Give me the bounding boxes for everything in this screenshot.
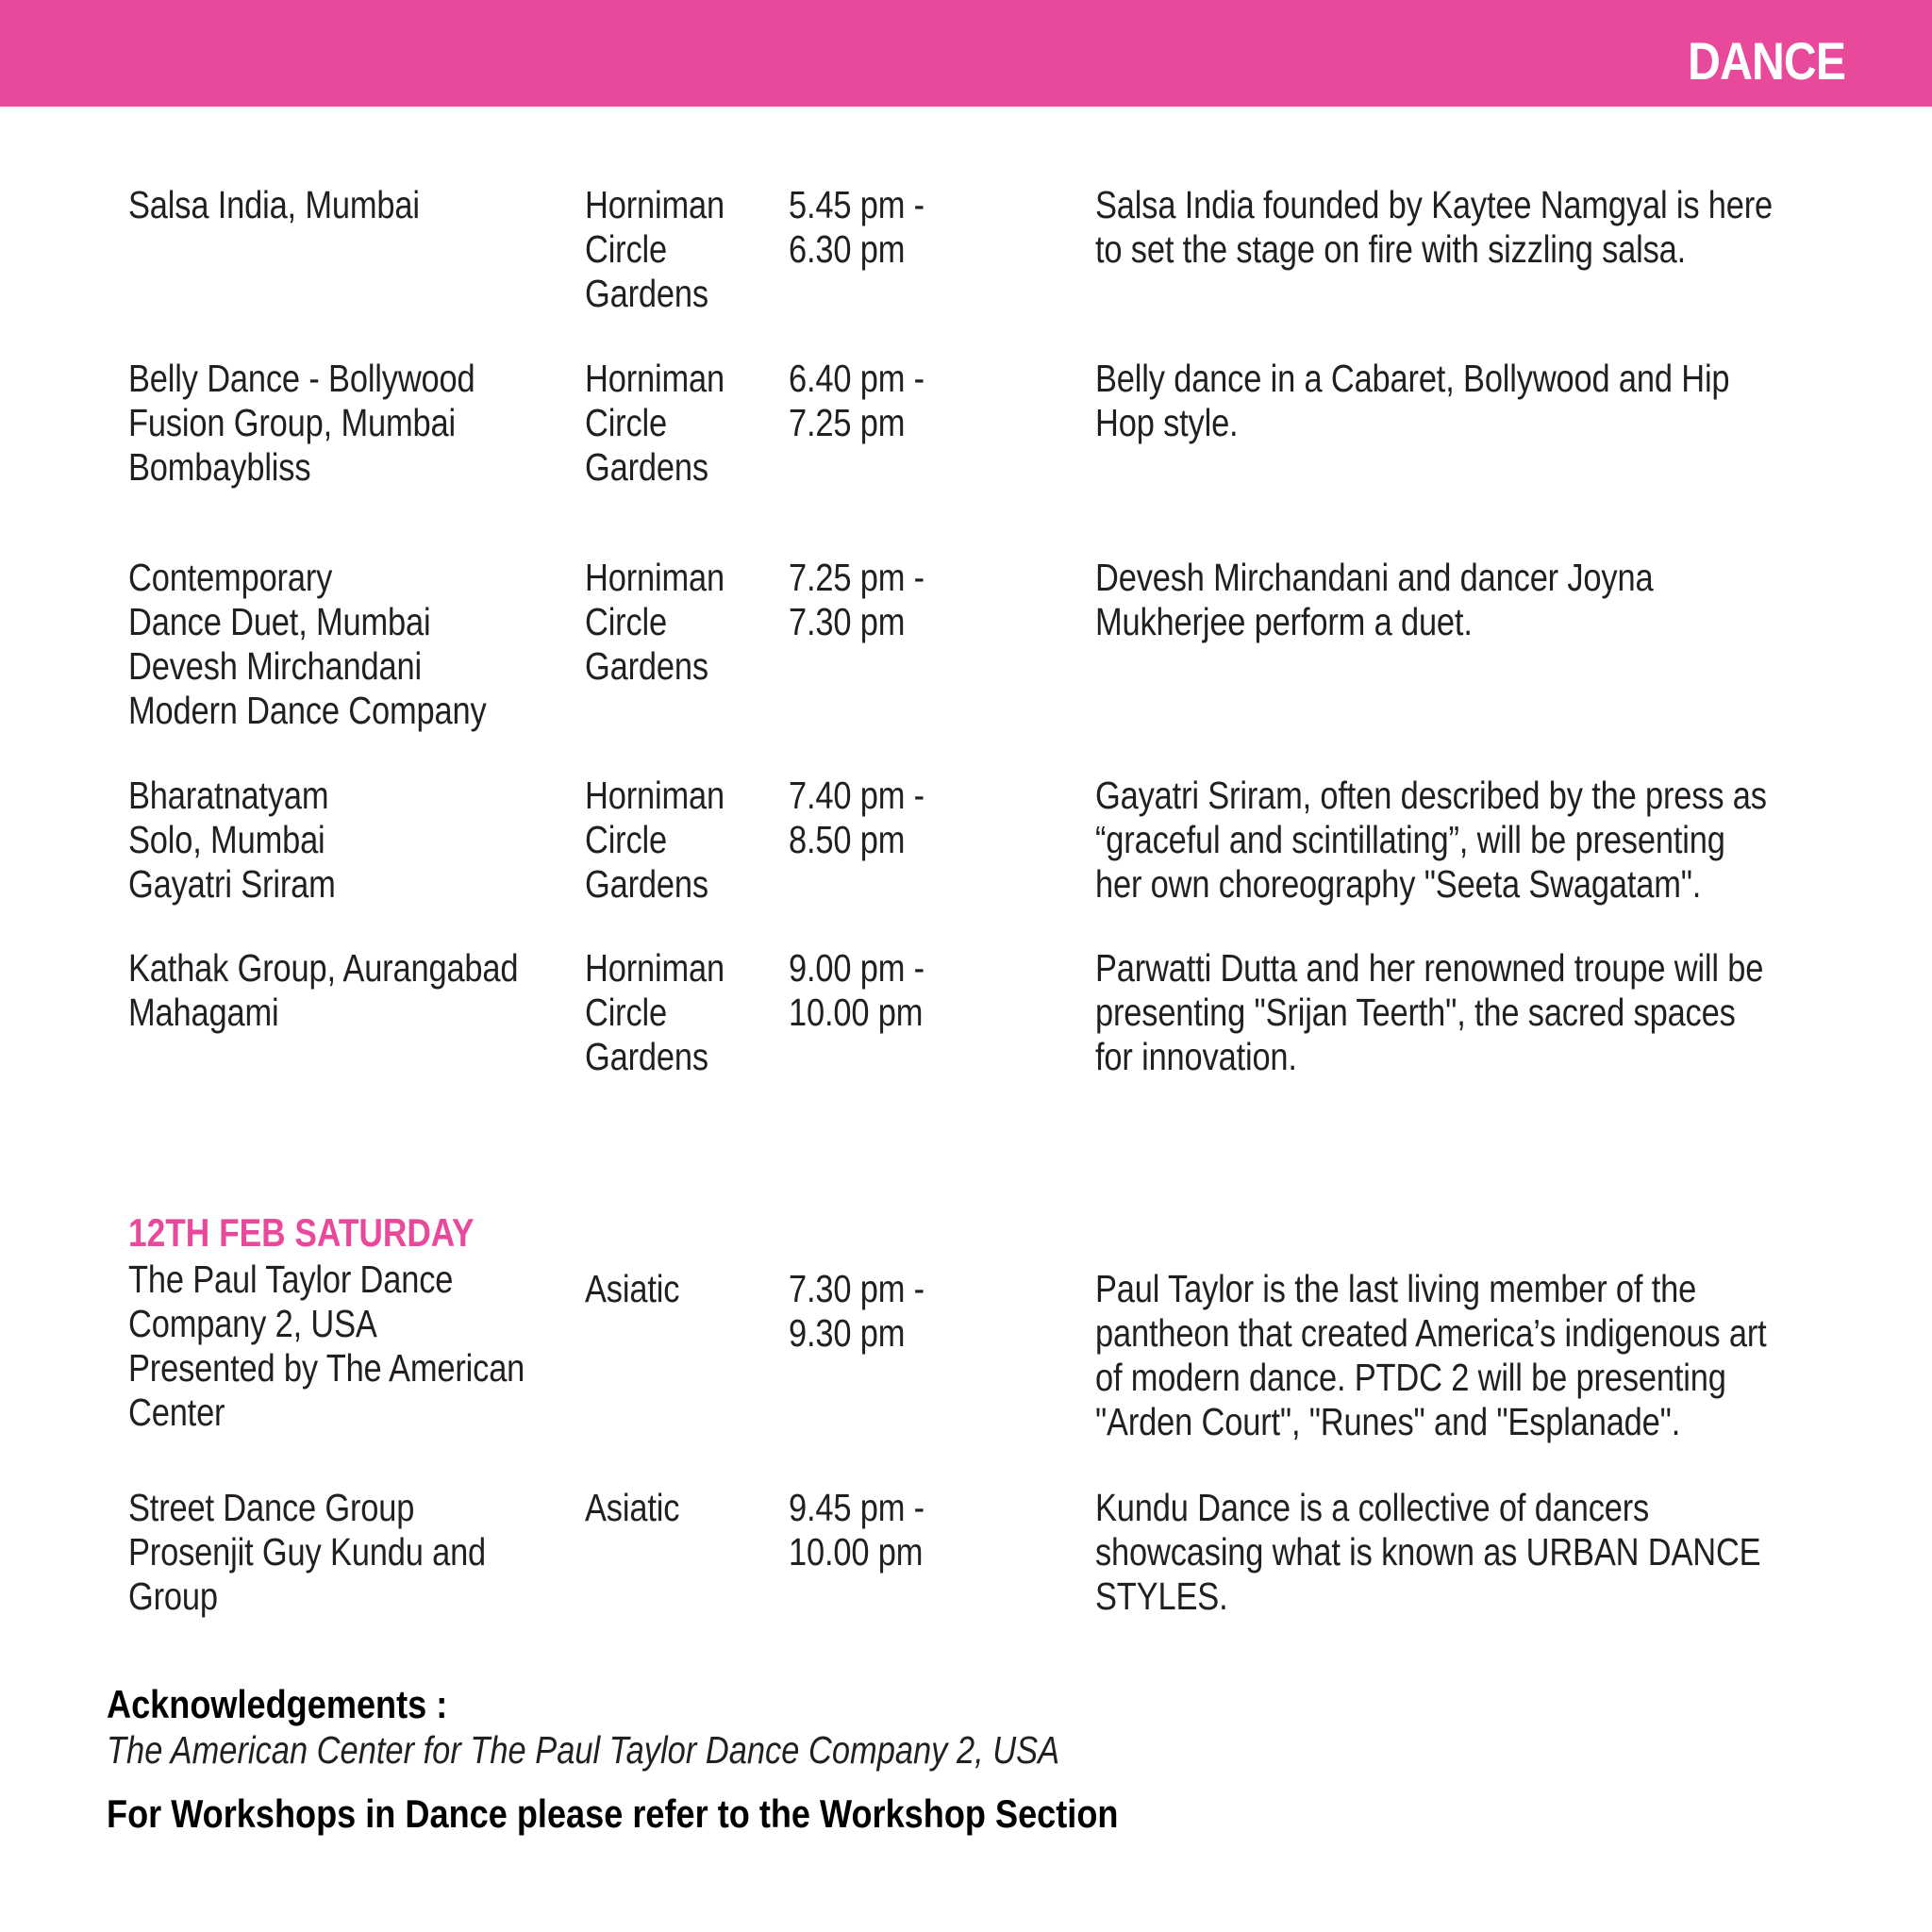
- event-name-line: Contemporary: [128, 556, 333, 599]
- event-description-line: Kundu Dance is a collective of dancers: [1095, 1486, 1650, 1529]
- event-name-line: Presented by The American: [128, 1346, 525, 1390]
- event-venue-line: Gardens: [585, 862, 708, 906]
- workshop-note: For Workshops in Dance please refer to the Workshop Section: [107, 1791, 1119, 1836]
- event-venue-line: Gardens: [585, 1035, 708, 1078]
- event-name: [128, 1486, 486, 1619]
- event-time-line: 7.30 pm -: [789, 1267, 924, 1310]
- event-venue-line: Horniman: [585, 946, 724, 990]
- event-venue-line: Horniman: [585, 357, 724, 400]
- event-venue-line: Circle: [585, 227, 668, 271]
- event-description-line: Gayatri Sriram, often described by the press as: [1095, 774, 1767, 817]
- event-description: [1095, 1486, 1760, 1619]
- event-description: [1095, 183, 1773, 272]
- event-description-line: presenting "Srijan Teerth", the sacred spaces: [1095, 991, 1736, 1034]
- event-name-line: Company 2, USA: [128, 1302, 377, 1345]
- event-name-line: Center: [128, 1391, 225, 1434]
- event-description: [1095, 1267, 1767, 1444]
- event-venue: [585, 183, 724, 316]
- event-name-line: Salsa India, Mumbai: [128, 183, 420, 226]
- event-description-line: "Arden Court", "Runes" and "Esplanade".: [1095, 1400, 1681, 1443]
- event-name-line: Group: [128, 1574, 218, 1618]
- event-time-line: 10.00 pm: [789, 1530, 924, 1574]
- day-heading: 12TH FEB SATURDAY: [128, 1210, 475, 1255]
- event-name-line: Gayatri Sriram: [128, 862, 336, 906]
- event-description-line: showcasing what is known as URBAN DANCE: [1095, 1530, 1761, 1574]
- event-venue: [585, 357, 724, 490]
- event-name: [128, 774, 336, 907]
- event-name: [128, 556, 487, 733]
- event-description: [1095, 357, 1729, 445]
- event-name-line: Prosenjit Guy Kundu and: [128, 1530, 487, 1574]
- event-venue-line: Horniman: [585, 556, 724, 599]
- event-time: [789, 183, 924, 272]
- event-time: [789, 1486, 924, 1574]
- event-description-line: STYLES.: [1095, 1574, 1228, 1618]
- event-venue: [585, 1486, 679, 1530]
- event-description-line: Hop style.: [1095, 401, 1239, 444]
- event-name-line: Kathak Group, Aurangabad: [128, 946, 519, 990]
- event-time: [789, 774, 924, 862]
- event-time-line: 9.30 pm: [789, 1311, 906, 1355]
- event-time: [789, 357, 924, 445]
- event-description-line: Devesh Mirchandani and dancer Joyna: [1095, 556, 1654, 599]
- event-name-line: Dance Duet, Mumbai: [128, 600, 431, 643]
- event-description: [1095, 556, 1653, 644]
- event-venue-line: Horniman: [585, 183, 724, 226]
- event-description: [1095, 774, 1767, 907]
- event-time-line: 7.25 pm: [789, 401, 906, 444]
- event-venue: [585, 556, 724, 689]
- event-venue-line: Circle: [585, 991, 668, 1034]
- event-time: [789, 556, 924, 644]
- event-venue: [585, 946, 724, 1079]
- event-time-line: 9.45 pm -: [789, 1486, 924, 1529]
- acknowledgements-title: Acknowledgements :: [107, 1682, 448, 1726]
- event-name: [128, 1257, 525, 1435]
- event-description-line: Parwatti Dutta and her renowned troupe will be: [1095, 946, 1764, 990]
- event-name-line: Bombaybliss: [128, 445, 311, 489]
- event-venue-line: Asiatic: [585, 1486, 680, 1529]
- event-name-line: Mahagami: [128, 991, 279, 1034]
- event-description-line: Paul Taylor is the last living member of the: [1095, 1267, 1697, 1310]
- event-description-line: to set the stage on fire with sizzling salsa.: [1095, 227, 1687, 271]
- event-venue-line: Horniman: [585, 774, 724, 817]
- event-time-line: 9.00 pm -: [789, 946, 924, 990]
- acknowledgements-text: The American Center for The Paul Taylor Dance Company 2, USA: [107, 1728, 1060, 1772]
- event-name-line: The Paul Taylor Dance: [128, 1257, 454, 1301]
- event-time-line: 7.25 pm -: [789, 556, 924, 599]
- event-venue-line: Gardens: [585, 445, 708, 489]
- event-name-line: Belly Dance - Bollywood: [128, 357, 475, 400]
- event-venue-line: Circle: [585, 818, 668, 861]
- header-bar: [0, 0, 1932, 107]
- event-time-line: 6.30 pm: [789, 227, 906, 271]
- event-name-line: Bharatnatyam: [128, 774, 329, 817]
- event-description-line: Belly dance in a Cabaret, Bollywood and Hip: [1095, 357, 1730, 400]
- event-venue: [585, 774, 724, 907]
- section-title: DANCE: [1688, 31, 1845, 91]
- event-time: [789, 1267, 924, 1356]
- event-description-line: pantheon that created America’s indigenous art: [1095, 1311, 1767, 1355]
- event-time-line: 7.30 pm: [789, 600, 906, 643]
- event-venue-line: Gardens: [585, 644, 708, 688]
- event-venue-line: Circle: [585, 401, 668, 444]
- event-name-line: Devesh Mirchandani: [128, 644, 422, 688]
- event-name-line: Modern Dance Company: [128, 689, 487, 732]
- event-description-line: Mukherjee perform a duet.: [1095, 600, 1473, 643]
- event-name-line: Solo, Mumbai: [128, 818, 325, 861]
- event-description-line: for innovation.: [1095, 1035, 1297, 1078]
- event-name: [128, 183, 420, 227]
- event-name-line: Fusion Group, Mumbai: [128, 401, 456, 444]
- event-description-line: “graceful and scintillating”, will be presenting: [1095, 818, 1725, 861]
- event-time-line: 6.40 pm -: [789, 357, 924, 400]
- event-time-line: 10.00 pm: [789, 991, 924, 1034]
- event-name-line: Street Dance Group: [128, 1486, 415, 1529]
- event-time: [789, 946, 924, 1035]
- event-venue: [585, 1267, 679, 1311]
- event-description-line: of modern dance. PTDC 2 will be presenting: [1095, 1356, 1726, 1399]
- event-name: [128, 357, 475, 490]
- event-description-line: her own choreography "Seeta Swagatam".: [1095, 862, 1702, 906]
- event-time-line: 8.50 pm: [789, 818, 906, 861]
- event-venue-line: Circle: [585, 600, 668, 643]
- event-venue-line: Gardens: [585, 272, 708, 315]
- event-description: [1095, 946, 1763, 1079]
- event-venue-line: Asiatic: [585, 1267, 680, 1310]
- event-description-line: Salsa India founded by Kaytee Namgyal is here: [1095, 183, 1774, 226]
- event-time-line: 7.40 pm -: [789, 774, 924, 817]
- event-name: [128, 946, 518, 1035]
- event-time-line: 5.45 pm -: [789, 183, 924, 226]
